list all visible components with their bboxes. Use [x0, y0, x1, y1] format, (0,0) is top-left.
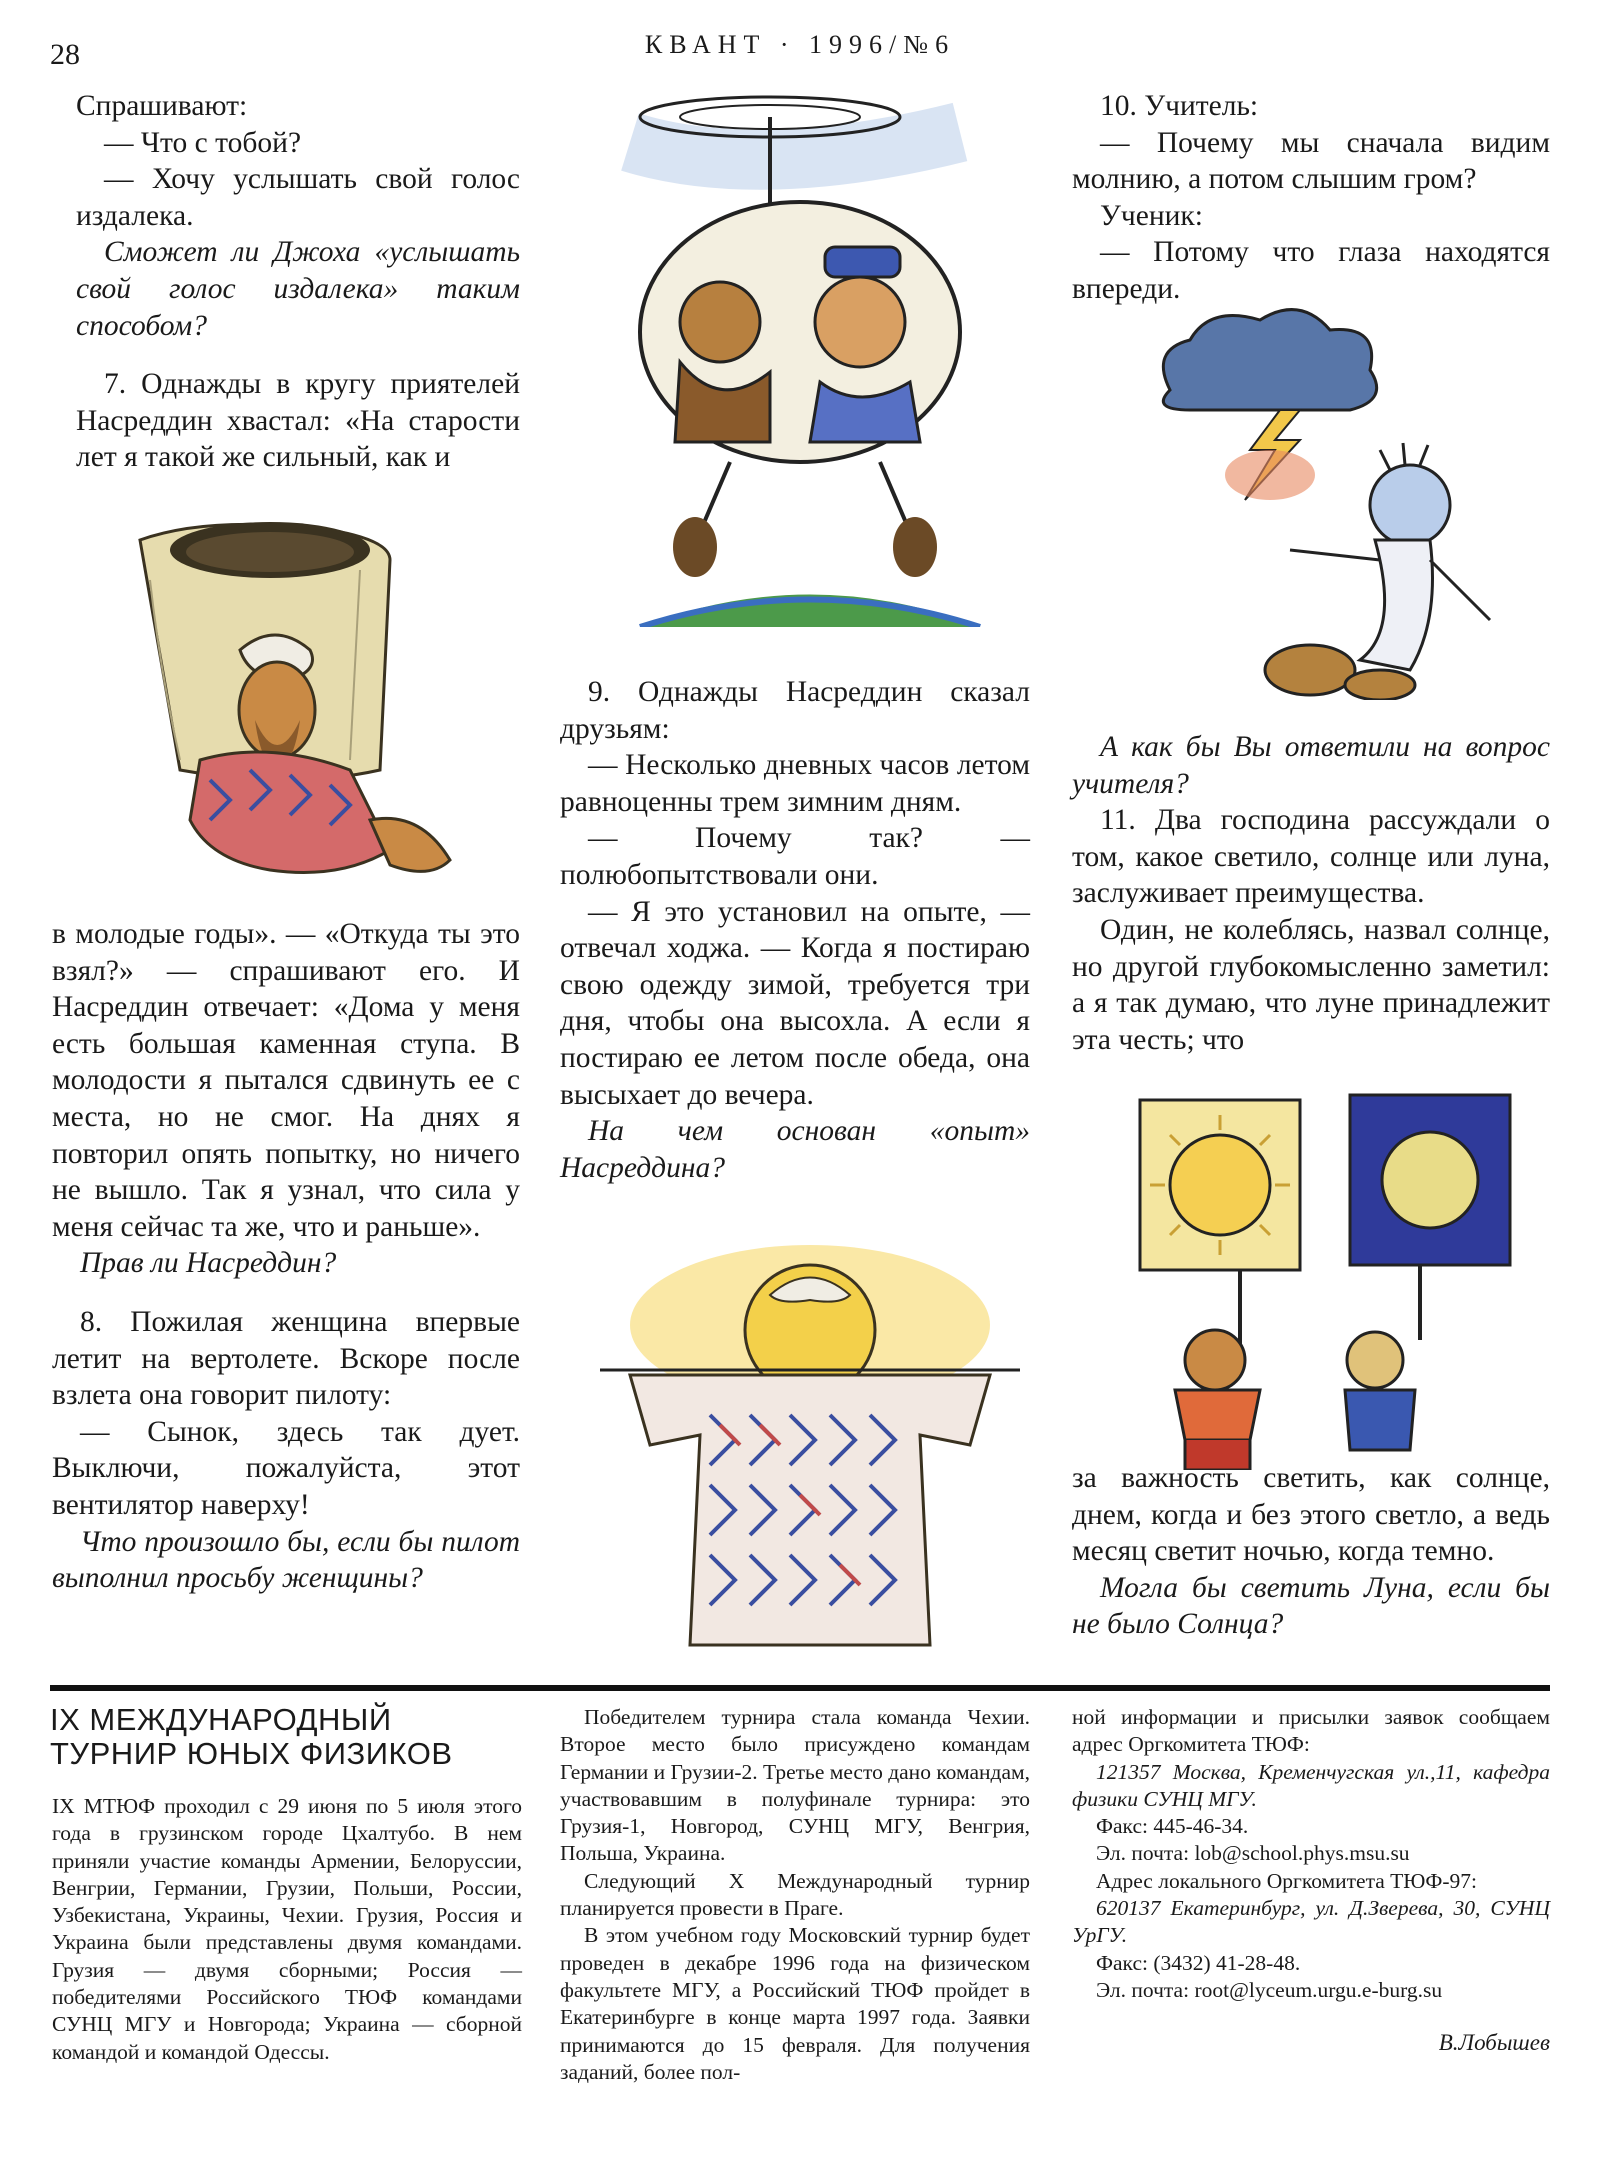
local-committee-label: Адрес локального Оргкомитета ТЮФ-97:: [1096, 1868, 1478, 1893]
problem-10-answer: — Потому что глаза находятся впереди.: [1072, 236, 1550, 305]
moscow-email: Эл. почта: lob@school.phys.msu.su: [1096, 1841, 1410, 1866]
problem-9-dialog-3: — Я это установил на опыте, — отвечал ходжа. — Когда я постираю свою одежду зимой, требуется три дня, чтобы она высохла. А если я постираю ее летом после обеда, она высыхает до вечера.: [560, 895, 1030, 1111]
text-asking: Спрашивают:: [76, 90, 248, 122]
question-11: Могла бы светить Луна, если бы не было Солнца?: [1072, 1571, 1550, 1641]
problem-10-student: Ученик:: [1100, 199, 1203, 232]
article-paragraph: IX МТЮФ проходил с 29 июня по 5 июля этого года в грузинском городе Цхалтубо. В нем приняли участие команды Армении, Белоруссии, Венгрии, Германии, Грузии, Польши, России, Узбекистана, Украины, Чехии. Грузия, Россия и Украина были представлены двумя командами. Грузия — двумя сборными; Россия — победителями Российского ТЮФ командами СУНЦ МГУ и Новгорода; Украина — сборной командой и командой Одессы.: [52, 1794, 522, 2064]
problem-10-question: — Почему мы сначала видим молнию, а потом слышим гром?: [1072, 126, 1550, 196]
column-1-bottom: [52, 916, 520, 1597]
thunderstorm-illustration: [1130, 300, 1510, 700]
article-column-3: [1072, 1704, 1550, 2004]
column-1-top: [76, 88, 520, 476]
problem-8: 8. Пожилая женщина впервые летит на вертолете. Вскоре после взлета она говорит пилоту:: [52, 1305, 520, 1412]
article-column-1: [52, 1793, 522, 2066]
question-9: На чем основан «опыт» Насреддина?: [560, 1115, 1030, 1184]
text-dialog-1: — Что с тобой?: [104, 126, 302, 159]
question-8: Что произошло бы, если бы пилот выполнил просьбу женщины?: [52, 1525, 520, 1595]
ekaterinburg-fax: Факс: (3432) 41-28-48.: [1096, 1950, 1301, 1975]
text-dialog-2: — Хочу услышать свой голос издалека.: [76, 163, 520, 232]
article-column-2: [560, 1704, 1030, 2086]
question-10: А как бы Вы ответили на вопрос учителя?: [1072, 731, 1550, 800]
article-paragraph: Следующий X Международный турнир планируется провести в Праге.: [560, 1868, 1030, 1921]
article-paragraph: Победителем турнира стала команда Чехии. Второе место было присуждено командам Германии и Грузии-2. Третье место дано командам, участвовавшим в полуфинале турнира: это Грузия-1, Новгород, СУНЦ МГУ, Венгрия, Польша, Украина.: [560, 1705, 1030, 1866]
problem-7-start: 7. Однажды в кругу приятелей Насреддин хвастал: «На старости лет я такой же сильный, как и: [76, 368, 520, 474]
problem-11-end: за важность светить, как солнце, днем, когда и без этого светло, а ведь месяц светит ночью, когда темно.: [1072, 1462, 1550, 1568]
moscow-address: 121357 Москва, Кременчугская ул.,11, кафедра физики СУНЦ МГУ.: [1072, 1759, 1550, 1811]
sun-robe-illustration: [600, 1245, 1020, 1655]
sun-moon-illustration: [1130, 1090, 1530, 1470]
column-3-middle: [1072, 729, 1550, 1058]
page-number: 28: [50, 38, 80, 71]
article-paragraph: В этом учебном году Московский турнир будет проведен в декабре 1996 года на физическом факультете МГУ, а Российский ТЮФ пройдет в Екатеринбурге в конце марта 1997 года. Заявки принимаются до 15 февраля. Для получения заданий, более пол-: [560, 1923, 1030, 2084]
problem-11: 11. Два господина рассуждали о том, какое светило, солнце или луна, заслуживает преимущества.: [1072, 804, 1550, 910]
question-6: Сможет ли Джоха «услышать свой голос издалека» таким способом?: [76, 236, 520, 342]
section-divider: [50, 1685, 1550, 1691]
column-2: [560, 674, 1030, 1186]
ekaterinburg-address: 620137 Екатеринбург, ул. Д.Зверева, 30, СУНЦ УрГУ.: [1072, 1896, 1550, 1948]
column-3-top: [1072, 88, 1550, 308]
article-title: [50, 1703, 530, 1771]
problem-10: 10. Учитель:: [1100, 90, 1259, 122]
moscow-fax: Факс: 445-46-34.: [1096, 1814, 1249, 1839]
problem-8-dialog: — Сынок, здесь так дует. Выключи, пожалуйста, этот вентилятор наверху!: [52, 1415, 520, 1521]
author-signature: В.Лобышев: [1438, 2030, 1550, 2055]
problem-9-dialog-2: — Почему так? — полюбопытствовали они.: [560, 822, 1030, 891]
article-title-line-2: ТУРНИР ЮНЫХ ФИЗИКОВ: [50, 1736, 453, 1771]
problem-11-cont: Один, не колеблясь, назвал солнце, но другой глубокомысленно заметил: а я так думаю, что луне принадлежит эта честь; что: [1072, 913, 1550, 1056]
running-head: КВАНТ · 1996/№6: [644, 30, 956, 59]
question-7: Прав ли Насреддин?: [80, 1247, 337, 1280]
ekaterinburg-email: Эл. почта: root@lyceum.urgu.e-burg.su: [1096, 1977, 1443, 2002]
article-paragraph: ной информации и присылки заявок сообщаем адрес Оргкомитета ТЮФ:: [1072, 1705, 1550, 1757]
problem-9: 9. Однажды Насреддин сказал друзьям:: [560, 676, 1030, 745]
mortar-illustration: [90, 520, 510, 890]
column-3-bottom: [1072, 1460, 1550, 1643]
problem-9-dialog-1: — Несколько дневных часов летом равноценны трем зимним дням.: [560, 749, 1030, 818]
problem-7-end: в молодые годы». — «Откуда ты это взял?» — спрашивают его. И Насреддин отвечает: «Дома у меня есть большая каменная ступа. В молодости я пытался сдвинуть ее с места, но не смог. На днях я повторил опять попытку, но ничего не вышло. Так я узнал, что сила у меня сейчас та же, что и раньше».: [52, 918, 520, 1243]
helicopter-illustration: [620, 82, 1000, 627]
article-title-line-1: IX МЕЖДУНАРОДНЫЙ: [50, 1702, 392, 1737]
